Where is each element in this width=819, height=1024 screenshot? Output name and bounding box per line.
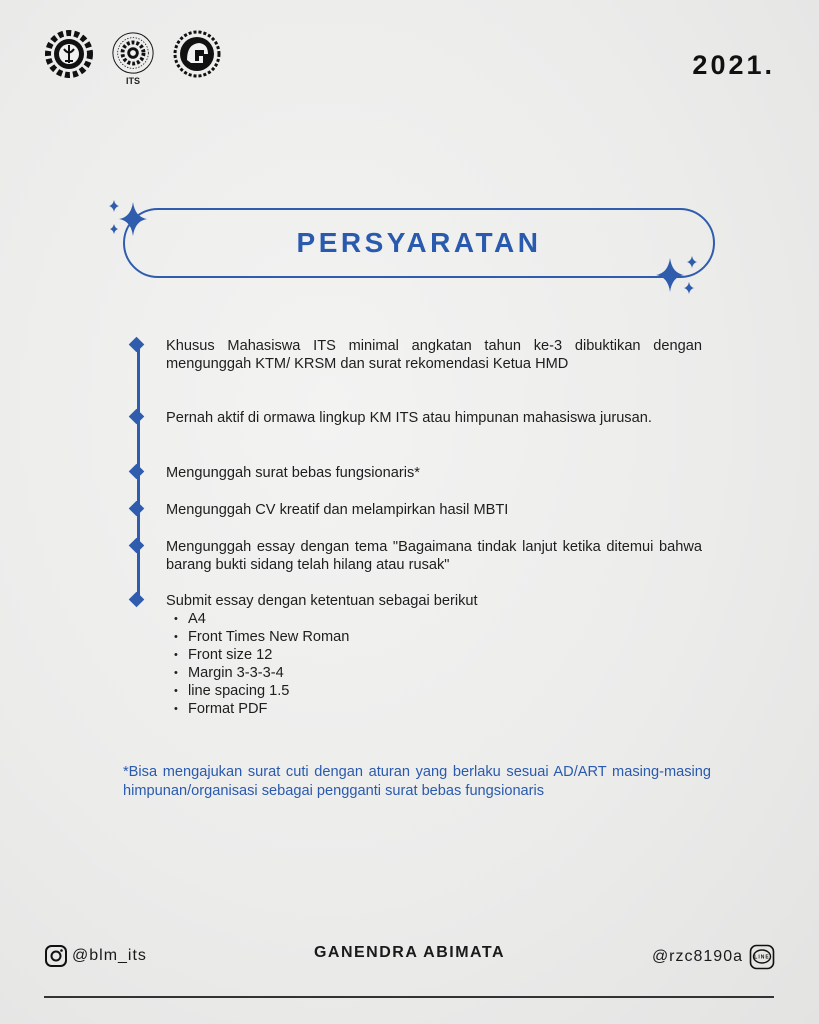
helmet-logo: [172, 30, 222, 86]
list-item: • Margin 3-3-3-4: [174, 664, 349, 682]
line-handle-text: @rzc8190a: [651, 948, 743, 965]
requirement-item: Mengunggah CV kreatif dan melampirkan hasil MBTI: [166, 502, 509, 518]
requirement-item: Submit essay dengan ketentuan sebagai berikut: [166, 593, 478, 609]
line-badge-text: LINE: [754, 954, 770, 961]
bullet-diamond: [129, 337, 145, 353]
list-item: • line spacing 1.5: [174, 682, 349, 700]
list-item: • A4: [174, 610, 349, 628]
bullet-diamond: [129, 501, 145, 517]
footer-divider: [44, 996, 774, 998]
requirement-item: Pernah aktif di ormawa lingkup KM ITS atau himpunan mahasiswa jurusan.: [166, 410, 652, 426]
list-item: • Format PDF: [174, 700, 349, 718]
blm-seal-logo-icon: [109, 30, 157, 76]
its-logo: [44, 30, 94, 86]
its-gear-logo-icon: [45, 30, 93, 78]
title-frame: [123, 208, 715, 278]
bullet-diamond: [129, 592, 145, 608]
bullet-diamond: [129, 409, 145, 425]
author-name: GANENDRA ABIMATA: [313, 944, 506, 961]
footnote: *Bisa mengajukan surat cuti dengan aturan yang berlaku sesuai AD/ART masing-masing himpunan/organisasi sebagai pengganti surat bebas fungsionaris: [123, 764, 711, 799]
requirement-item: Mengunggah essay dengan tema "Bagaimana tindak lanjut ketika ditemui bahwa barang bukti sidang telah hilang atau rusak": [166, 539, 702, 573]
bullet-diamond: [129, 538, 145, 554]
essay-rules-list: [174, 610, 349, 718]
year-label: 2021.: [692, 50, 775, 80]
page-title: PERSYARATAN: [296, 227, 542, 258]
line-app-icon: [749, 944, 775, 970]
logo-caption: ITS: [125, 76, 140, 86]
list-item: • Front Times New Roman: [174, 628, 349, 646]
sparkle-icon: [654, 254, 702, 300]
sparkle-icon: [105, 198, 149, 242]
list-item: • Front size 12: [174, 646, 349, 664]
blm-logo: [108, 30, 158, 86]
line-handle: [652, 944, 775, 970]
logo-group: [44, 30, 222, 86]
instagram-handle-text: @blm_its: [72, 947, 147, 964]
bullet-diamond: [129, 464, 145, 480]
helmet-logo-icon: [173, 30, 221, 78]
requirement-item: Khusus Mahasiswa ITS minimal angkatan tahun ke-3 dibuktikan dengan mengunggah KTM/ KRSM dan surat rekomendasi Ketua HMD: [166, 338, 702, 372]
requirement-item: Mengunggah surat bebas fungsionaris*: [166, 465, 420, 481]
